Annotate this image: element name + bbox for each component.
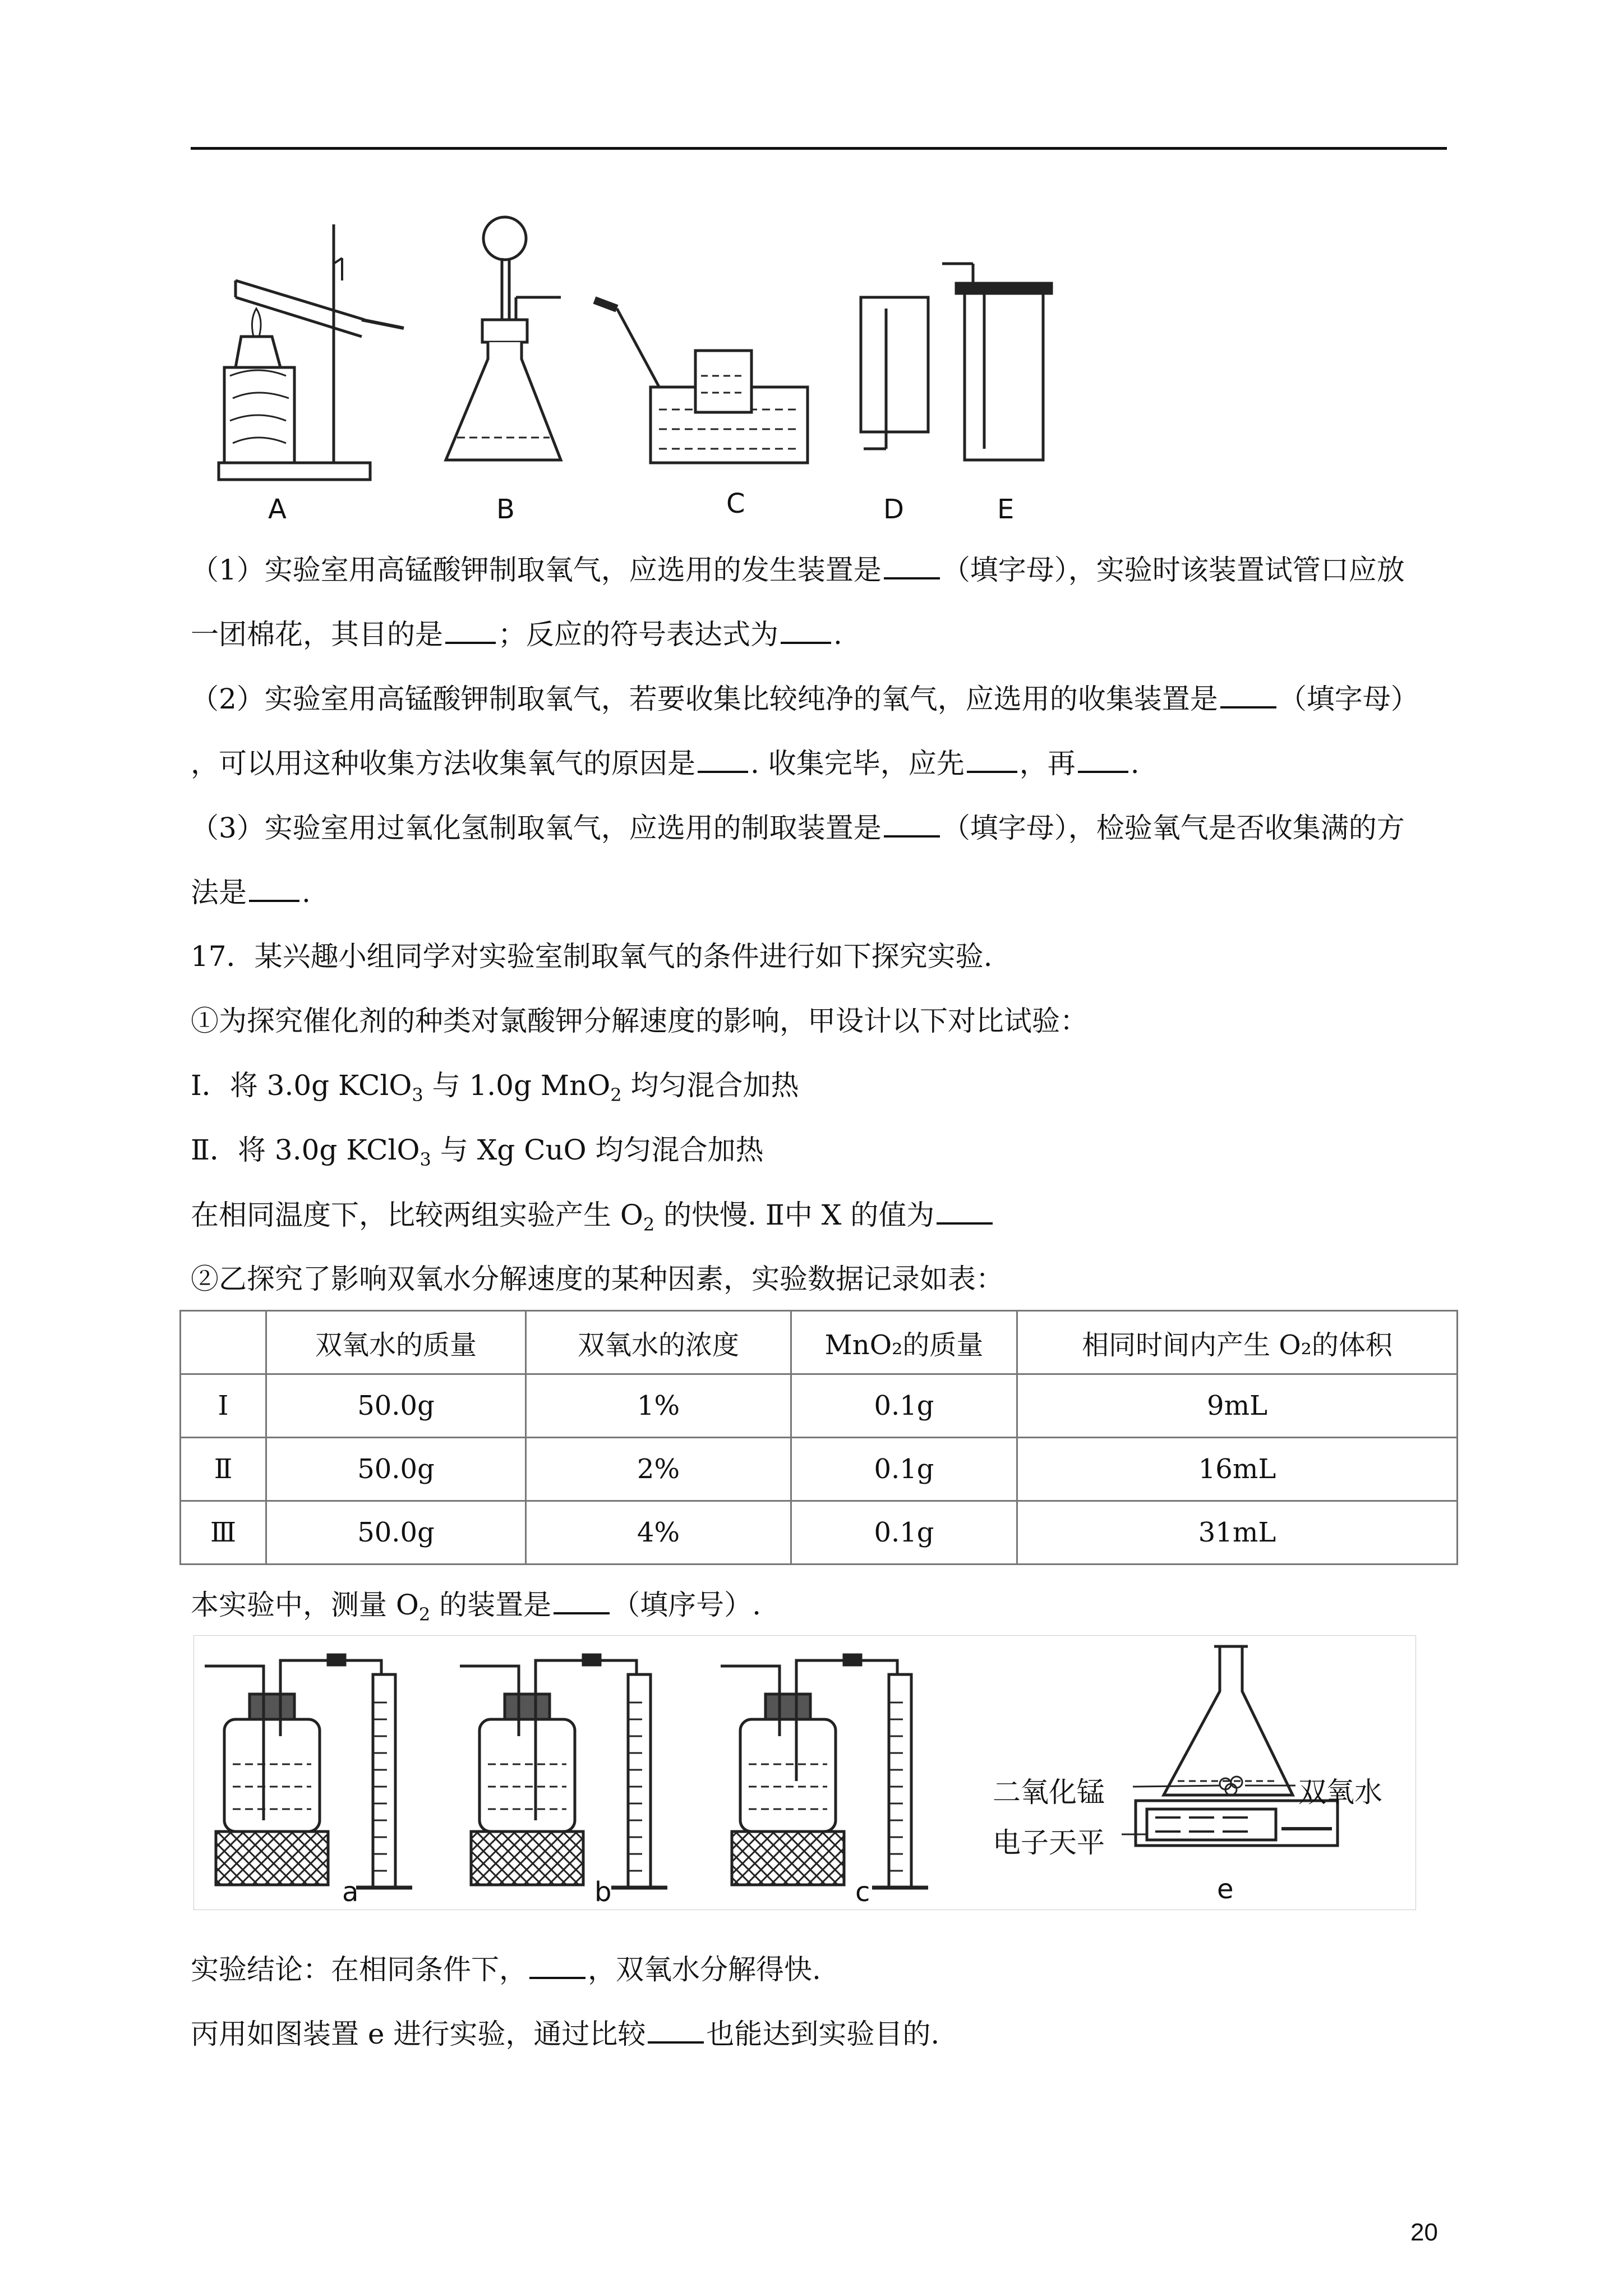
table-cell: 50.0g bbox=[266, 1374, 526, 1438]
table-cell: 50.0g bbox=[266, 1438, 526, 1501]
q17-conclusion: 实验结论：在相同条件下， ，双氧水分解得快. bbox=[191, 1953, 821, 1986]
q16-part1-line1: （1）实验室用高锰酸钾制取氧气，应选用的发生装置是 （填字母），实验时该装置试管口应放 bbox=[191, 554, 1405, 586]
answer-blank[interactable] bbox=[884, 553, 940, 579]
q17-intro: 17．某兴趣小组同学对实验室制取氧气的条件进行如下探究实验. bbox=[191, 940, 993, 973]
apparatus-d-drawing bbox=[861, 297, 928, 449]
table-cell: 1% bbox=[526, 1374, 791, 1438]
device-label-c: c bbox=[855, 1876, 870, 1908]
figure-label-d: D bbox=[883, 494, 904, 525]
device-a-drawing bbox=[205, 1655, 412, 1888]
q16-part3-line1: （3）实验室用过氧化氢制取氧气，应选用的制取装置是 （填字母），检验氧气是否收集满的方 bbox=[191, 812, 1405, 844]
figure-label-c: C bbox=[726, 488, 745, 519]
q17-experiment-1: Ⅰ．将 3.0g KClO$_3$ 与 1.0g MnO$_2$ 均匀混合加热 bbox=[191, 1069, 799, 1106]
label-manganese-dioxide: 二氧化锰 bbox=[993, 1776, 1105, 1809]
q17-experiment-2: Ⅱ．将 3.0g KClO$_3$ 与 Xg CuO 均匀混合加热 bbox=[191, 1134, 764, 1170]
apparatus-c-drawing bbox=[594, 300, 808, 463]
answer-blank[interactable] bbox=[937, 1198, 993, 1225]
table-cell: 4% bbox=[526, 1501, 791, 1565]
table-cell: 0.1g bbox=[791, 1438, 1017, 1501]
answer-blank[interactable] bbox=[1220, 682, 1276, 708]
table-row bbox=[181, 1374, 1458, 1438]
table-cell: 0.1g bbox=[791, 1501, 1017, 1565]
figure-label-a: A bbox=[268, 494, 287, 525]
table-header-cell: 双氧水的浓度 bbox=[526, 1311, 791, 1374]
table-cell: Ⅲ bbox=[181, 1501, 266, 1565]
table-cell: Ⅱ bbox=[181, 1438, 266, 1501]
answer-blank[interactable] bbox=[529, 1952, 585, 1979]
answer-blank[interactable] bbox=[648, 2017, 704, 2044]
answer-blank[interactable] bbox=[781, 617, 831, 644]
answer-blank[interactable] bbox=[445, 617, 496, 644]
table-cell: 16mL bbox=[1017, 1438, 1458, 1501]
answer-blank[interactable] bbox=[554, 1588, 610, 1614]
page-number: 20 bbox=[1410, 2219, 1438, 2246]
q17-bing: 丙用如图装置 e 进行实验，通过比较 也能达到实验目的. bbox=[191, 2018, 940, 2050]
q16-part1-line2: 一团棉花，其目的是 ；反应的符号表达式为 . bbox=[191, 618, 842, 651]
answer-blank[interactable] bbox=[884, 811, 940, 838]
table-cell: 2% bbox=[526, 1438, 791, 1501]
device-e-drawing bbox=[1122, 1646, 1338, 1846]
apparatus-b-drawing bbox=[446, 217, 561, 460]
measuring-apparatus-figure bbox=[193, 1635, 1416, 1910]
device-c-drawing bbox=[721, 1655, 928, 1888]
q17-measure-question: 本实验中，测量 $O_2$ 的装置是 （填序号）. bbox=[191, 1589, 762, 1625]
q16-part2-line1: （2）实验室用高锰酸钾制取氧气，若要收集比较纯净的氧气，应选用的收集装置是 （填字母） bbox=[191, 683, 1419, 715]
table-header-row bbox=[181, 1311, 1458, 1374]
apparatus-e-drawing bbox=[942, 264, 1052, 460]
table-header-cell: 相同时间内产生 O₂的体积 bbox=[1017, 1311, 1458, 1374]
header-rule bbox=[191, 147, 1447, 150]
table-row bbox=[181, 1501, 1458, 1565]
answer-blank[interactable] bbox=[1078, 746, 1128, 773]
figure-label-e: E bbox=[997, 494, 1015, 525]
q16-part3-line2: 法是 . bbox=[191, 876, 311, 909]
label-hydrogen-peroxide: 双氧水 bbox=[1298, 1776, 1382, 1809]
device-label-e: e bbox=[1217, 1874, 1234, 1905]
table-cell: Ⅰ bbox=[181, 1374, 266, 1438]
q17-part2: ②乙探究了影响双氧水分解速度的某种因素，实验数据记录如表： bbox=[191, 1263, 1004, 1295]
figure-label-b: B bbox=[496, 494, 515, 525]
device-b-drawing bbox=[460, 1655, 667, 1888]
table-header-cell bbox=[181, 1311, 266, 1374]
table-cell: 0.1g bbox=[791, 1374, 1017, 1438]
table-row bbox=[181, 1438, 1458, 1501]
answer-blank[interactable] bbox=[698, 746, 748, 773]
device-label-a: a bbox=[342, 1876, 359, 1908]
experiment-data-table bbox=[179, 1310, 1458, 1565]
table-cell: 9mL bbox=[1017, 1374, 1458, 1438]
table-header-cell: MnO₂的质量 bbox=[791, 1311, 1017, 1374]
label-electronic-balance: 电子天平 bbox=[993, 1826, 1105, 1859]
answer-blank[interactable] bbox=[967, 746, 1017, 773]
q17-part1: ①为探究催化剂的种类对氯酸钾分解速度的影响，甲设计以下对比试验： bbox=[191, 1005, 1088, 1037]
table-cell: 50.0g bbox=[266, 1501, 526, 1565]
q16-part2-line2: ，可以用这种收集方法收集氧气的原因是 . 收集完毕，应先 ，再 . bbox=[191, 747, 1140, 780]
apparatus-figure-a-e bbox=[202, 208, 1110, 544]
answer-blank[interactable] bbox=[249, 875, 299, 902]
q17-compare: 在相同温度下，比较两组实验产生 $O_2$ 的快慢. Ⅱ中 X 的值为 bbox=[191, 1198, 995, 1241]
table-cell: 31mL bbox=[1017, 1501, 1458, 1565]
device-label-b: b bbox=[594, 1876, 612, 1908]
apparatus-a-drawing bbox=[219, 224, 404, 480]
table-header-cell: 双氧水的质量 bbox=[266, 1311, 526, 1374]
